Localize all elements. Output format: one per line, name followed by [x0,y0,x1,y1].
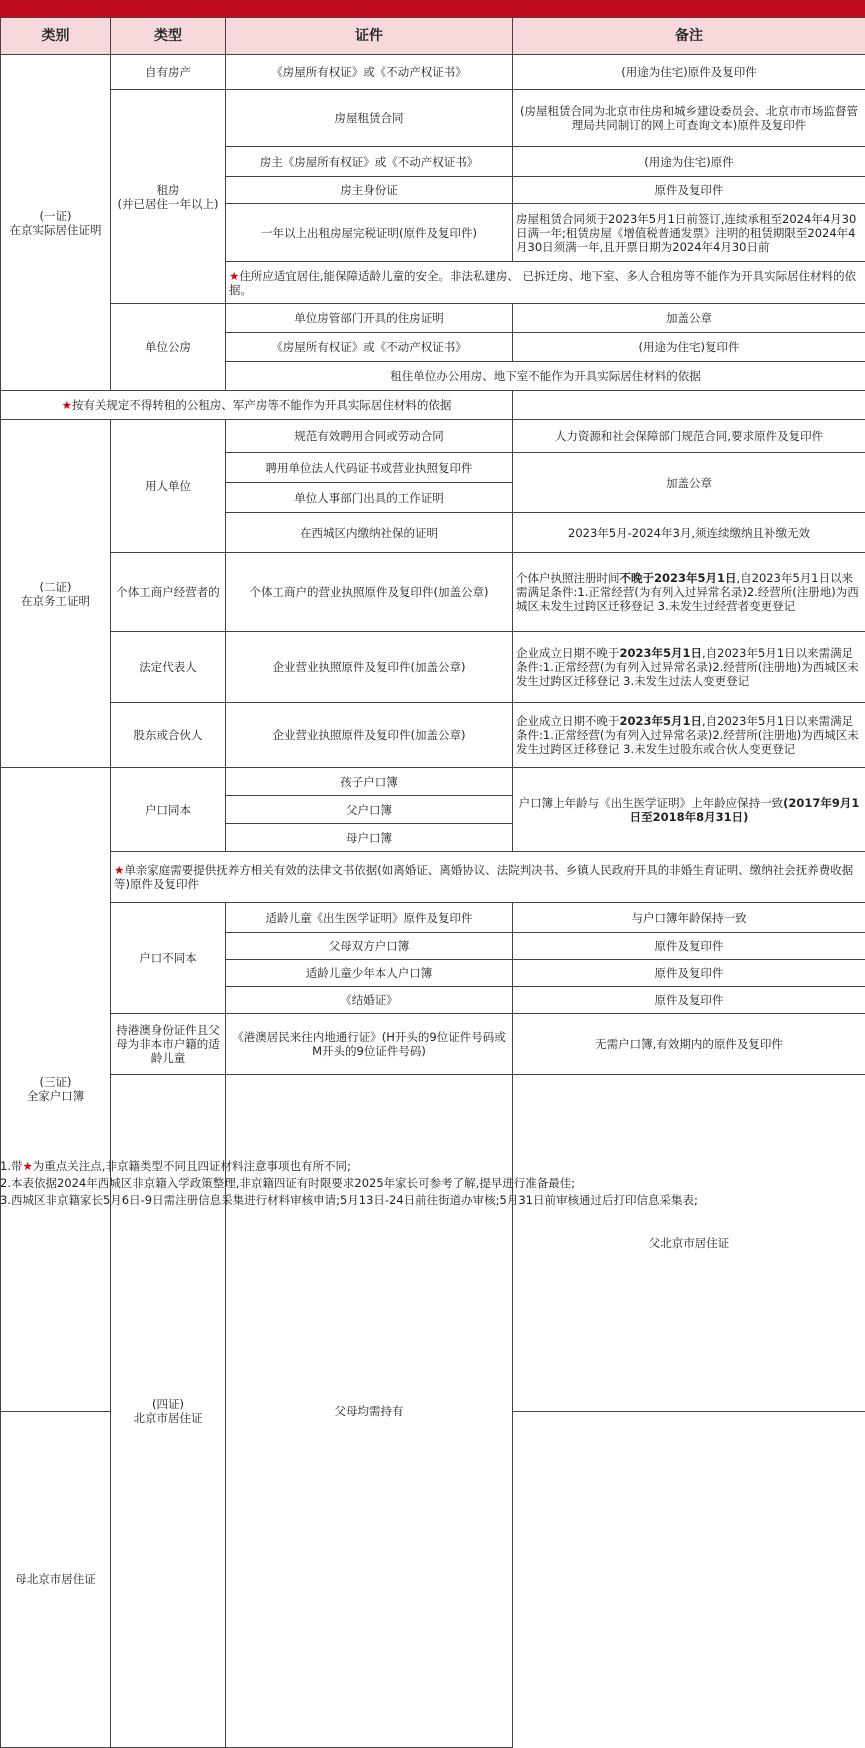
remark-cell: 原件及复印件 [513,933,865,960]
doc-cell: 企业营业执照原件及复印件(加盖公章) [226,632,513,703]
remark-text: 户口簿上年龄与《出生医学证明》上年龄应保持一致 [519,796,784,810]
remark-cell: 原件及复印件 [513,987,865,1014]
remark-deadline: 2023年5月1日 [620,646,703,660]
unit-note: 租住单位办公用房、地下室不能作为开具实际居住材料的依据 [226,362,865,391]
footnote-1 [0,1158,865,1175]
doc-cell: 企业营业执照原件及复印件(加盖公章) [226,703,513,768]
type-hk-macau: 持港澳身份证件且父母为非本市户籍的适龄儿童 [111,1014,226,1075]
remark-cell [513,703,865,768]
table-row [1,391,865,420]
remark-cell: 原件及复印件 [513,960,865,987]
remark-cell: (房屋租赁合同为北京市住房和城乡建设委员会、北京市市场监督管理局共同制订的网上可查询文本)原件及复印件 [513,90,865,147]
doc-cell: 房屋租赁合同 [226,90,513,147]
type-different-register: 户口不同本 [111,903,226,1014]
top-banner [0,0,865,17]
type-employer: 用人单位 [111,420,226,553]
table-row [1,55,865,90]
single-parent-note-text: 单亲家庭需要提供抚养方相关有效的法律文书依据(如离婚证、离婚协议、法院判决书、乡镇人民政府开具的非婚生育证明、缴纳社会抚养费收据等)原件及复印件 [114,863,853,891]
footnotes [0,1158,865,1209]
remark-cell: 2023年5月-2024年3月,须连续缴纳且补缴无效 [513,513,865,553]
table-row [1,304,865,333]
remark-text: 企业成立日期不晚于 [516,646,620,660]
doc-cell: 适龄儿童少年本人户口簿 [226,960,513,987]
table-row [1,420,865,453]
remark-cell [513,768,865,852]
rent-note [226,262,865,304]
type-own-property: 自有房产 [111,55,226,90]
star-icon: ★ [114,863,124,877]
header-type: 类型 [111,18,226,55]
doc-cell: 单位房管部门开具的住房证明 [226,304,513,333]
remark-cell: 原件及复印件 [513,177,865,204]
remark-text: 个体户执照注册时间 [516,571,620,585]
type-individual-business: 个体工商户经营者的 [111,553,226,632]
doc-cell: 孩子户口簿 [226,768,513,796]
table-row [1,90,865,147]
table-row [1,768,865,796]
header-category: 类别 [1,18,111,55]
doc-cell: 父北京市居住证 [513,1075,865,1412]
doc-cell: 个体工商户的营业执照原件及复印件(加盖公章) [226,553,513,632]
remark-cell: (用途为住宅)原件及复印件 [513,55,865,90]
table-row [1,553,865,632]
table-row [1,852,865,903]
remark-cell: 无需户口簿,有效期内的原件及复印件 [513,1014,865,1075]
type-shareholder: 股东或合伙人 [111,703,226,768]
doc-cell: 在西城区内缴纳社保的证明 [226,513,513,553]
doc-cell: 规范有效聘用合同或劳动合同 [226,420,513,453]
table-row [1,703,865,768]
remark-cell: (用途为住宅)原件 [513,147,865,177]
doc-cell: 母北京市居住证 [1,1411,111,1748]
remark-deadline: 2023年5月1日 [620,714,703,728]
table-row [1,1014,865,1075]
doc-cell: 房主身份证 [226,177,513,204]
remark-date-range: (2017年9月1日至2018年8月31日) [630,796,860,824]
table-row [1,632,865,703]
category-residence-permit: (四证) 北京市居住证 [111,1075,226,1748]
footnote-3: 3.西城区非京籍家长5月6日-9日需注册信息采集进行材料审核申请;5月13日-24日前往街道办审核;5月31日前审核通过后打印信息采集表; [0,1192,865,1209]
remark-text: ,自2023年5月1日以来需满足条件:1.正常经营(为有列入过异常名录)2.经营所(注册地)为西城区未发生过跨区迁移登记 3.未发生过法人变更登记 [516,646,859,688]
remark-cell: 人力资源和社会保障部门规范合同,要求原件及复印件 [513,420,865,453]
doc-cell: 《港澳居民来往内地通行证》(H开头的9位证件号码或M开头的9位证件号码) [226,1014,513,1075]
residence-note-text: 按有关规定不得转租的公租房、军产房等不能作为开具实际居住材料的依据 [72,398,452,412]
type-legal-rep: 法定代表人 [111,632,226,703]
remark-text: ,自2023年5月1日以来需满足条件:1.正常经营(为有列入过异常名录)2.经营所(注册地)为西城区未发生过跨区迁移登记 3.未发生过经营者变更登记 [516,571,859,613]
remark-cell [513,553,865,632]
remark-cell: 加盖公章 [513,453,865,513]
type-unit-housing: 单位公房 [111,304,226,391]
header-remark: 备注 [513,18,865,55]
single-parent-note [111,852,865,903]
doc-cell: 《房屋所有权证》或《不动产权证书》 [226,55,513,90]
remark-text: ,自2023年5月1日以来需满足条件:1.正常经营(为有列入过异常名录)2.经营所(注册地)为西城区未发生过跨区迁移登记 3.未发生过股东或合伙人变更登记 [516,714,859,756]
doc-cell: 母户口簿 [226,824,513,852]
remark-cell: (用途为住宅)复印件 [513,333,865,362]
footnote-2: 2.本表依据2024年西城区非京籍入学政策整理,非京籍四证有时限要求2025年家长可参考了解,提早进行准备最佳; [0,1175,865,1192]
remark-cell: 与户口簿年龄保持一致 [513,903,865,933]
header-document: 证件 [226,18,513,55]
star-icon: ★ [22,1159,32,1173]
footnote-text: 为重点关注点,非京籍类型不同且四证材料注意事项也有所不同; [33,1159,351,1173]
footnote-text: 1.带 [0,1159,22,1173]
category-work: (二证) 在京务工证明 [1,420,111,768]
residence-note [1,391,513,420]
doc-cell: 一年以上出租房屋完税证明(原件及复印件) [226,204,513,262]
doc-cell: 父母双方户口簿 [226,933,513,960]
type-same-register: 户口同本 [111,768,226,852]
doc-cell: 《结婚证》 [226,987,513,1014]
category-residence: (一证) 在京实际居住证明 [1,55,111,391]
remark-cell: 加盖公章 [513,304,865,333]
remark-text: 企业成立日期不晚于 [516,714,620,728]
doc-cell: 父户口簿 [226,796,513,824]
rent-note-text: 住所应适宜居住,能保障适龄儿童的安全。非法私建房、 已拆迁房、地下室、多人合租房等不能作为开具实际居住材料的依据。 [229,269,856,297]
category-household: (三证) 全家户口簿 [1,768,111,1412]
doc-cell: 《房屋所有权证》或《不动产权证书》 [226,333,513,362]
type-both-parents: 父母均需持有 [226,1075,513,1748]
doc-cell: 房主《房屋所有权证》或《不动产权证书》 [226,147,513,177]
doc-cell: 聘用单位法人代码证书或营业执照复印件 [226,453,513,483]
doc-cell: 适龄儿童《出生医学证明》原件及复印件 [226,903,513,933]
table-row [1,1075,865,1412]
remark-cell [513,632,865,703]
requirements-table [0,17,865,1748]
remark-cell: 房屋租赁合同须于2023年5月1日前签订,连续承租至2024年4月30日满一年;租赁房屋《增值税普通发票》注明的租赁期限至2024年4月30日须满一年,且开票日期为2024年4月30日前 [513,204,865,262]
type-rent: 租房 (并已居住一年以上) [111,90,226,304]
table-row [1,903,865,933]
header-row [1,18,865,55]
star-icon: ★ [229,269,239,283]
remark-deadline: 不晚于2023年5月1日 [620,571,737,585]
star-icon: ★ [62,398,72,412]
doc-cell: 单位人事部门出具的工作证明 [226,483,513,513]
